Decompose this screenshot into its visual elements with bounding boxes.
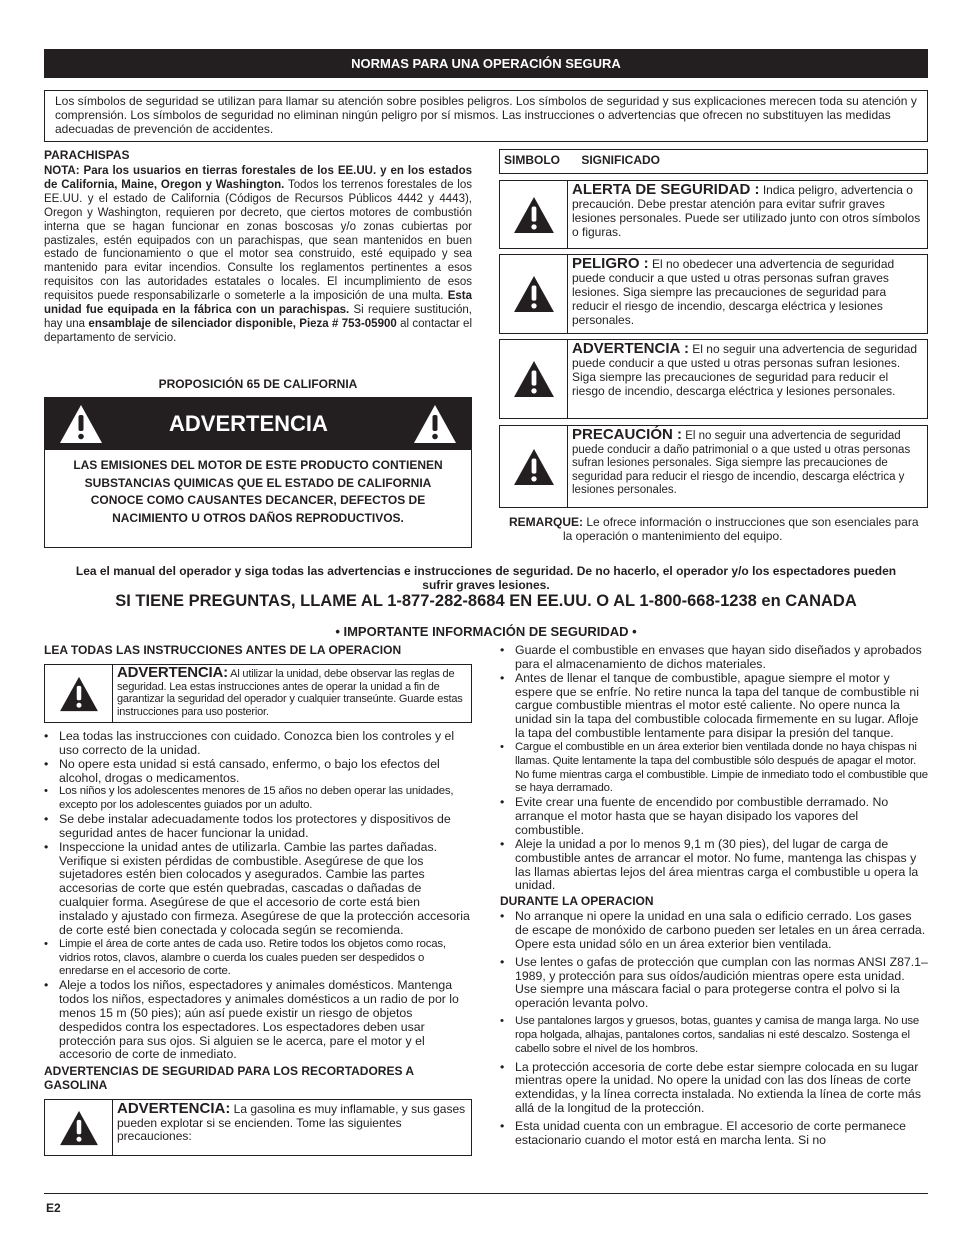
prop65-warning-banner bbox=[45, 398, 471, 450]
fuel-bullet-list bbox=[500, 644, 928, 893]
parachispas-section bbox=[44, 148, 472, 346]
list-item: • Evite crear una fuente de encendido por combustible derramado. No arranque el motor hasta que se hayan disipado los vapores del combustible. bbox=[500, 796, 928, 838]
section-header: NORMAS PARA UNA OPERACIÓN SEGURA bbox=[44, 49, 928, 78]
during-operation-bullet-list bbox=[500, 910, 928, 1148]
list-item: • Use lentes o gafas de protección que cumplan con las normas ANSI Z87.1–1989, y protección para sus oídos/audición mientras opere esta unidad. Use siempre una máscara facial o para protegerse contra el polvo si la operación levanta polvo. bbox=[500, 956, 928, 1011]
list-item: • No arranque ni opere la unidad en una sala o edificio cerrado. Los gases de escape de monóxido de carbono pueden ser letales en un área cerrada. Opere esta unidad sólo en un área exterior bien ventilada. bbox=[500, 910, 928, 952]
phone-support-line: SI TIENE PREGUNTAS, LLAME AL 1-877-282-8684 EN EE.UU. O AL 1-800-668-1238 en CANADA bbox=[115, 592, 857, 610]
operation-bullet-list bbox=[44, 730, 472, 1062]
remarque-note: REMARQUE: Le ofrece información o instrucciones que son esenciales para la operación o mantenimiento del equipo. bbox=[509, 515, 919, 543]
symbol-row-alerta: ALERTA DE SEGURIDAD : Indica peligro, advertencia o precaución. Debe prestar atención para evitar sufrir graves lesiones personales. Puede ser utilizado junto con otros símbolos o figuras. bbox=[499, 180, 928, 249]
symbol-row-precaucion: PRECAUCIÓN : El no seguir una advertencia de seguridad puede conducir a daño patrimonial o a que usted u otras personas sufran lesiones personales. Siga siempre las precauciones de seguridad para reducir el riesgo de incendio, descarga eléctrica y lesiones personales. bbox=[499, 425, 928, 508]
list-item: • Limpie el área de corte antes de cada uso. Retire todos los objetos como rocas, vidrios rotos, clavos, alambre o cuerda los cuales pueden ser despedidos o enredarse en el accesorio de corte. bbox=[44, 938, 472, 980]
parachispas-text: NOTA: Para los usuarios en tierras forestales de los EE.UU. y en los estados de California, Maine, Oregon y Washington. Todos los terrenos forestales de los EE.UU. y el estado de California (Códigos de Recursos Públicos 4442 y 4443), Oregon y Washington, requieren por decreto, que ciertos motores de combustión interna que se hagan funcionar en zonas boscosas y/o zonas cubiertas por pastizales, estén equipados con un parachispas, que sean mantenidos en buen estado de funcionamiento o que el motor sea construido, esté equipado y sea mantenido para evitar incendios. Consulte los reglamentos pertinentes a esos requisitos con las autoridades estatales o locales. El incumplimiento de esos requisitos puede responsabilizarle o someterle a la imposición de una multa. Esta unidad fue equipada en la fábrica con un parachispas. Si requiere sustitución, hay una ensamblaje de silenciador disponible, Pieza # 753-05900 al contactar el departamento de servicio. bbox=[44, 165, 472, 344]
during-operation-heading: DURANTE LA OPERACION bbox=[500, 894, 654, 909]
prop65-warning-box bbox=[44, 397, 472, 548]
list-item: • Esta unidad cuenta con un embrague. El accesorio de corte permanece estacionario cuando el motor está en marcha lenta. Si no bbox=[500, 1120, 928, 1148]
right-column bbox=[500, 644, 928, 1148]
symbol-table-header bbox=[499, 149, 928, 174]
left-column bbox=[44, 643, 472, 1156]
symbol-column-label: SIMBOLO bbox=[504, 153, 560, 167]
warning-triangle-icon bbox=[513, 448, 555, 486]
list-item: • Cargue el combustible en un área exterior bien ventilada donde no haya chispas ni llamas. Quite lentamente la tapa del combustible sólo después de apagar el motor. No fume mientras carga el combustible. Limpie de inmediato todo el combustible que se haya derramado. bbox=[500, 741, 928, 796]
warning-box-operation: ADVERTENCIA: Al utilizar la unidad, debe observar las reglas de seguridad. Lea estas instrucciones antes de operar la unidad a fin de garantizar la seguridad del operador y cualquier transeúnte. Guarde estas instrucciones para uso posterior. bbox=[44, 664, 472, 723]
footer-rule bbox=[44, 1193, 928, 1194]
symbol-row-advertencia: ADVERTENCIA : El no seguir una advertencia de seguridad puede conducir a que usted u otras personas sufran lesiones. Siga siempre las precauciones de seguridad para reducir el riesgo de incendio, descarga eléctrica y lesiones personales. bbox=[499, 339, 928, 419]
list-item: • Inspeccione la unidad antes de utilizarla. Cambie las partes dañadas. Verifique si existen pérdidas de combustible. Asegúrese de que los sujetadores estén bien colocados y asegurados. Cambie las partes accesorias de corte que estén quebradas, cascadas o dañadas de cualquier forma. Asegúrese de que el accesorio de corte está bien instalado y ajustado con firmeza. Asegúrese de que la protección accesoria de corte esté bien conectada y colocada según se recomienda. bbox=[44, 841, 472, 938]
list-item: • Aleje a todos los niños, espectadores y animales domésticos. Mantenga todos los niños, espectadores y animales domésticos a un radio de por lo menos 15 m (50 pies); aún así puede existir un riesgo de objetos despedidos contra los espectadores. Los espectadores deben usar protección para sus ojos. Si alguien se le acerca, pare el motor y el accesorio de corte de inmediato. bbox=[44, 979, 472, 1062]
symbol-title: ALERTA DE SEGURIDAD : bbox=[572, 181, 760, 198]
list-item: • La protección accesoria de corte debe estar siempre colocada en su lugar mientras opere la unidad. No opere la unidad con las dos líneas de corte extendidas, y la línea correcta instalada. No extienda la línea de corte más allá de la longitud de la protección. bbox=[500, 1061, 928, 1116]
warning-triangle-icon bbox=[413, 404, 457, 444]
prop65-warning-title: ADVERTENCIA bbox=[169, 411, 328, 436]
list-item: • Antes de llenar el tanque de combustible, apague siempre el motor y espere que se enfríe. No retire nunca la tapa del tanque de combustible ni cargue combustible mientras el motor esté caliente. No opere nunca la unidad sin la tapa del combustible colocada firmemente en su lugar. Afloje la tapa del combustible lentamente para disipar la presión del tanque. bbox=[500, 672, 928, 741]
list-item: • Los niños y los adolescentes menores de 15 años no deben operar las unidades, excepto por los adolescentes guiados por un adulto. bbox=[44, 785, 472, 813]
parachispas-note: NOTA: Para los usuarios en tierras forestales de los EE.UU. y en los estados de California, Maine, Oregon y Washington. bbox=[44, 165, 472, 191]
read-manual-notice: Lea el manual del operador y siga todas las advertencias e instrucciones de seguridad. De no hacerlo, el operador y/o los espectadores pueden sufrir graves lesiones. bbox=[75, 564, 897, 592]
symbol-row-peligro: PELIGRO : El no obedecer una advertencia de seguridad puede conducir a que usted u otras personas sufran graves lesiones. Siga siempre las precauciones de seguridad para reducir el riesgo de incendio, descarga eléctrica y lesiones personales. bbox=[499, 254, 928, 334]
read-instructions-heading: LEA TODAS LAS INSTRUCCIONES ANTES DE LA OPERACION bbox=[44, 643, 402, 657]
page-number: E2 bbox=[46, 1201, 61, 1215]
warning-box-gasoline: ADVERTENCIA: La gasolina es muy inflamable, y sus gases pueden explotar si se encienden. Tome las siguientes precauciones: bbox=[44, 1099, 472, 1156]
symbol-title: PRECAUCIÓN : bbox=[572, 426, 683, 443]
list-item: • Guarde el combustible en envases que hayan sido diseñados y aprobados para el almacenamiento de dichos materiales. bbox=[500, 644, 928, 672]
prop65-heading: PROPOSICIÓN 65 DE CALIFORNIA bbox=[158, 377, 358, 391]
warning-triangle-icon bbox=[59, 404, 103, 444]
important-safety-heading: • IMPORTANTE INFORMACIÓN DE SEGURIDAD • bbox=[335, 624, 637, 639]
prop65-warning-text: LAS EMISIONES DEL MOTOR DE ESTE PRODUCTO CONTIENEN SUBSTANCIAS QUIMICAS QUE EL ESTADO DE CALIFORNIA CONOCE COMO CAUSANTES DECANCER, DEFECTOS DE NACIMIENTO U OTROS DAÑOS REPRODUCTIVOS. bbox=[73, 458, 443, 525]
intro-box: Los símbolos de seguridad se utilizan para llamar su atención sobre posibles peligros. Los símbolos de seguridad y sus explicaciones merecen toda su atención y comprensión. Los símbolos de seguridad no eliminan ningún peligro por sí mismos. Las instrucciones o advertencias que ofrecen no substituyen las medidas adecuadas de prevención de accidentes. bbox=[44, 90, 928, 142]
warning-title: ADVERTENCIA: bbox=[117, 664, 228, 681]
list-item: • Aleje la unidad a por lo menos 9,1 m (30 pies), del lugar de carga de combustible antes de arrancar el motor. No fume, mantenga las chispas y las llamas abiertas lejos del área mientras carga el combustible u opera la unidad. bbox=[500, 838, 928, 893]
warning-triangle-icon bbox=[59, 676, 99, 712]
parachispas-heading: PARACHISPAS bbox=[44, 148, 130, 162]
symbol-title: ADVERTENCIA : bbox=[572, 340, 689, 357]
meaning-column-label: SIGNIFICADO bbox=[581, 153, 661, 167]
warning-triangle-icon bbox=[59, 1110, 99, 1146]
symbol-title: PELIGRO : bbox=[572, 255, 649, 272]
gasoline-warnings-heading: ADVERTENCIAS DE SEGURIDAD PARA LOS RECORTADORES A GASOLINA bbox=[44, 1064, 414, 1093]
warning-triangle-icon bbox=[513, 196, 555, 234]
list-item: • Lea todas las instrucciones con cuidado. Conozca bien los controles y el uso correcto de la unidad. bbox=[44, 730, 472, 758]
list-item: • Use pantalones largos y gruesos, botas, guantes y camisa de manga larga. No use ropa holgada, alhajas, pantalones cortos, sandalias ni esté descalzo. Sostenga el cabello sobre el nivel de los hombros. bbox=[500, 1015, 928, 1057]
warning-triangle-icon bbox=[513, 275, 555, 313]
warning-title: ADVERTENCIA: bbox=[117, 1100, 231, 1118]
warning-triangle-icon bbox=[513, 360, 555, 398]
list-item: • Se debe instalar adecuadamente todos los protectores y dispositivos de seguridad antes de hacer funcionar la unidad. bbox=[44, 813, 472, 841]
remarque-label: REMARQUE: bbox=[509, 515, 583, 529]
list-item: • No opere esta unidad si está cansado, enfermo, o bajo los efectos del alcohol, drogas o medicamentos. bbox=[44, 758, 472, 786]
